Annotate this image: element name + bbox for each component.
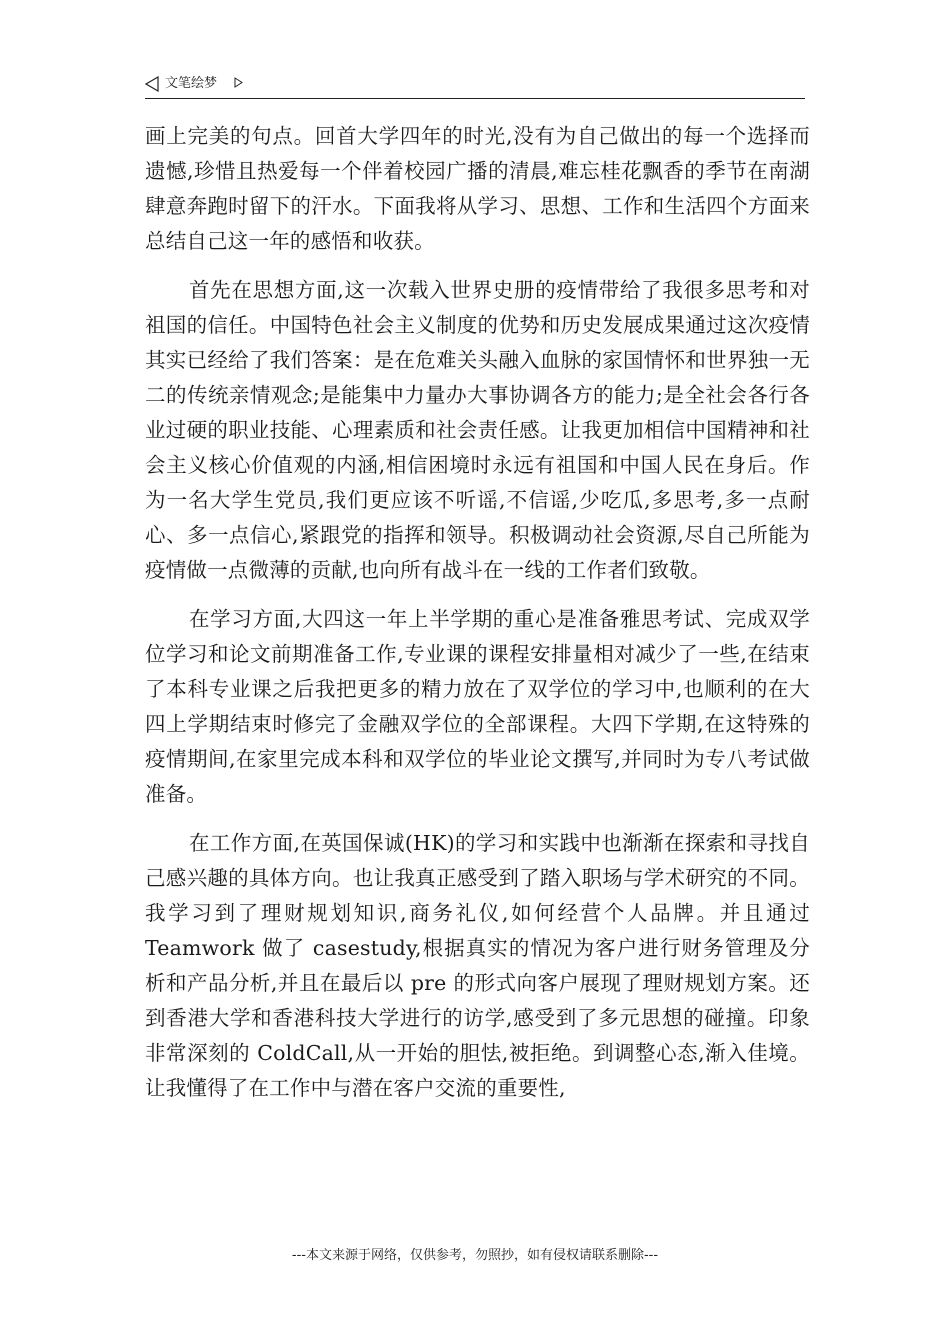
paragraph-ideology: 首先在思想方面,这一次载入世界史册的疫情带给了我很多思考和对祖国的信任。中国特色社会主义制度的优势和历史发展成果通过这次疫情其实已经给了我们答案：是在危难关头融入血脉的家国情怀和世界独一无二的传统亲情观念;是能集中力量办大事协调各方的能力;是全社会各行各业过硬的职业技能、心理素质和社会责任感。让我更加相信中国精神和社会主义核心价值观的内涵,相信困境时永远有祖国和中国人民在身后。作为一名大学生党员,我们更应该不听谣,不信谣,少吃瓜,多思考,多一点耐心、多一点信心,紧跟党的指挥和领导。积极调动社会资源,尽自己所能为疫情做一点微薄的贡献,也向所有战斗在一线的工作者们致敬。 xyxy=(145,278,810,582)
document-body xyxy=(145,119,810,1120)
page-footer: ---本文来源于网络，仅供参考，勿照抄，如有侵权请联系删除--- xyxy=(291,1248,659,1263)
paragraph-study: 在学习方面,大四这一年上半学期的重心是准备雅思考试、完成双学位学习和论文前期准备工作,专业课的课程安排量相对减少了一些,在结束了本科专业课之后我把更多的精力放在了双学位的学习中,也顺利的在大四上学期结束时修完了金融双学位的全部课程。大四下学期,在这特殊的疫情期间,在家里完成本科和双学位的毕业论文撰写,并同时为专八考试做准备。 xyxy=(145,607,810,806)
paragraph-work: 在工作方面,在英国保诚(HK)的学习和实践中也渐渐在探索和寻找自己感兴趣的具体方向。也让我真正感受到了踏入职场与学术研究的不同。我学习到了理财规划知识,商务礼仪,如何经营个人品牌。并且通过 Teamwork 做了 casestudy,根据真实的情况为客户进行财务管理及分析和产品分析,并且在最后以 pre 的形式向客户展现了理财规划方案。还到香港大学和香港科技大学进行的访学,感受到了多元思想的碰撞。印象非常深刻的 ColdCall,从一开始的胆怯,被拒绝。到调整心态,渐入佳境。让我懂得了在工作中与潜在客户交流的重要性, xyxy=(145,831,810,1100)
paragraph-intro-continued: 画上完美的句点。回首大学四年的时光,没有为自己做出的每一个选择而遗憾,珍惜且热爱每一个伴着校园广播的清晨,难忘桂花飘香的季节在南湖肆意奔跑时留下的汗水。下面我将从学习、思想、工作和生活四个方面来总结自己这一年的感悟和收获。 xyxy=(145,124,810,253)
header-title: 文笔绘梦 xyxy=(165,76,218,91)
triangle-left-outline-icon xyxy=(145,76,159,92)
page-header xyxy=(145,74,805,99)
triangle-right-outline-icon xyxy=(234,77,243,88)
